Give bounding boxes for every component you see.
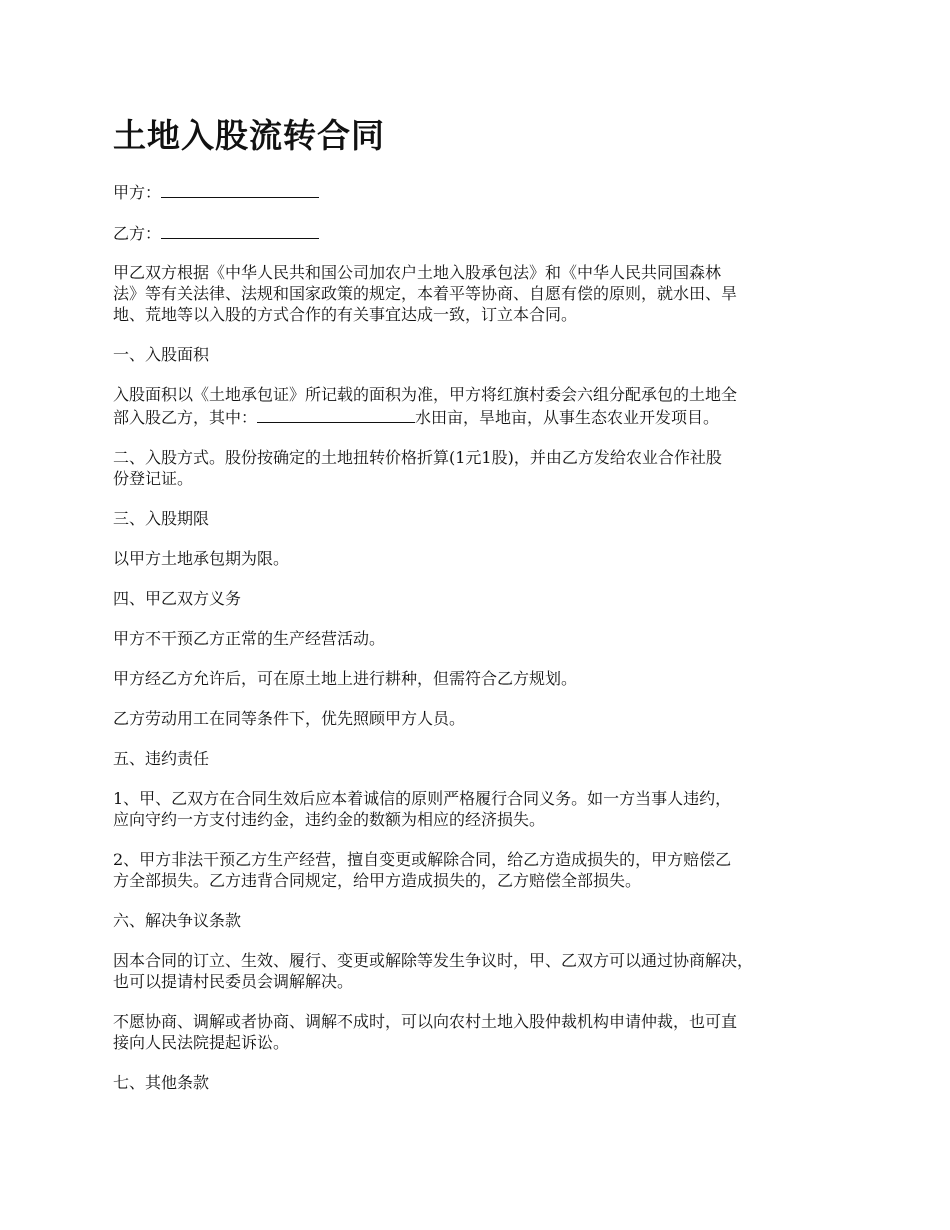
party-b-blank <box>161 221 319 239</box>
party-a-blank <box>161 180 319 198</box>
section-6-p1-line-1: 因本合同的订立、生效、履行、变更或解除等发生争议时，甲、乙双方可以通过协商解决， <box>113 951 754 970</box>
section-5-p2-line-2: 方全部损失。乙方违背合同规定，给甲方造成损失的，乙方赔偿全部损失。 <box>113 871 642 890</box>
section-6-paragraph-2 <box>113 1011 843 1053</box>
section-6-p2-line-1: 不愿协商、调解或者协商、调解不成时，可以向农村土地入股仲裁机构申请仲裁，也可直 <box>113 1012 738 1031</box>
section-3-heading: 三、入股期限 <box>113 509 210 528</box>
section-5-paragraph-1 <box>113 788 843 830</box>
section-6-p2-line-2: 接向人民法院提起诉讼。 <box>113 1033 290 1052</box>
section-2-line-2: 份登记证。 <box>113 469 194 488</box>
section-1-line-2-post: 水田亩，旱地亩，从事生态农业开发项目。 <box>415 408 720 427</box>
section-5-p1-line-2: 应向守约一方支付违约金，违约金的数额为相应的经济损失。 <box>113 810 546 829</box>
area-blank <box>257 405 415 423</box>
section-1-line-1: 入股面积以《土地承包证》所记载的面积为准，甲方将红旗村委会六组分配承包的土地全 <box>113 385 738 404</box>
section-4-heading: 四、甲乙双方义务 <box>113 589 242 608</box>
section-2-line-1: 二、入股方式。股份按确定的土地扭转价格折算(1元1股)，并由乙方发给农业合作社股 <box>113 448 722 467</box>
intro-line-1: 甲乙双方根据《中华人民共和国公司加农户土地入股承包法》和《中华人民共同国森林 <box>113 263 722 282</box>
party-a-line <box>113 180 843 205</box>
party-a-label: 甲方： <box>113 183 162 202</box>
document-title: 土地入股流转合同 <box>113 116 385 155</box>
section-5-heading: 五、违约责任 <box>113 749 210 768</box>
section-1-line-2-pre: 部入股乙方，其中： <box>113 408 258 427</box>
section-5-p2-line-1: 2、甲方非法干预乙方生产经营，擅自变更或解除合同，给乙方造成损失的，甲方赔偿乙 <box>113 850 732 869</box>
section-5-p1-line-1: 1、甲、乙双方在合同生效后应本着诚信的原则严格履行合同义务。如一方当事人违约， <box>113 789 732 808</box>
contract-page <box>113 112 843 1112</box>
section-1-line-2 <box>113 405 843 428</box>
party-b-label: 乙方： <box>113 224 162 243</box>
section-1-heading: 一、入股面积 <box>113 345 210 364</box>
section-6-p1-line-2: 也可以提请村民委员会调解解决。 <box>113 972 354 991</box>
section-6-paragraph-1 <box>113 950 843 992</box>
section-5-paragraph-2 <box>113 849 843 891</box>
intro-line-2: 法》等有关法律、法规和国家政策的规定，本着平等协商、自愿有偿的原则，就水田、旱 <box>113 284 738 303</box>
party-b-line <box>113 221 843 246</box>
section-4-item-2: 甲方经乙方允许后，可在原土地上进行耕种，但需符合乙方规划。 <box>113 669 578 688</box>
intro-line-3: 地、荒地等以入股的方式合作的有关事宜达成一致，订立本合同。 <box>113 305 578 324</box>
section-6-heading: 六、解决争议条款 <box>113 911 242 930</box>
section-1-paragraph <box>113 384 843 428</box>
section-2-paragraph <box>113 447 843 489</box>
section-7-heading: 七、其他条款 <box>113 1073 210 1092</box>
section-4-item-1: 甲方不干预乙方正常的生产经营活动。 <box>113 629 386 648</box>
section-4-item-3: 乙方劳动用工在同等条件下，优先照顾甲方人员。 <box>113 709 466 728</box>
intro-paragraph <box>113 262 843 325</box>
section-3-text: 以甲方土地承包期为限。 <box>113 549 290 568</box>
